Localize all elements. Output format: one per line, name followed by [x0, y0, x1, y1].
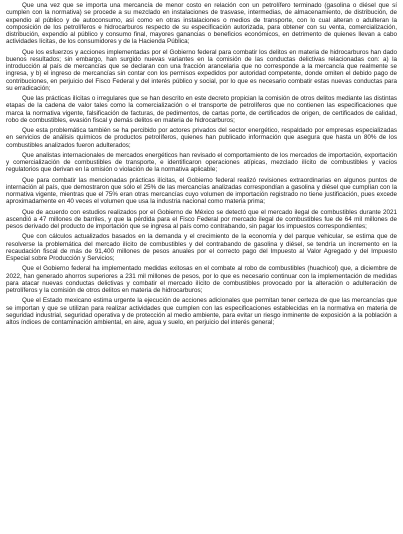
paragraph: Que de acuerdo con estudios realizados por el Gobierno de México se detectó que el mercado ilegal de combustibles durante 2021 ascendió a 47 millones de barriles, y que la pérdida para el Fisco Federal por mercado ilegal de combustibles fue de 64 mil millones de pesos derivado del producto de importación que se ingresa al país como contrabando, sin pagar los impuestos correspondientes; [6, 208, 397, 230]
paragraph: Que con cálculos actualizados basados en la demanda y el crecimiento de la economía y del parque vehicular, se estima que de resolverse la problemática del mercado ilícito de combustibles y del contrabando de gasolina y diésel, se tendría un incremento en la recaudación fiscal de más de 91,400 millones de pesos anuales por el correcto pago del Impuesto al Valor Agregado y del Impuesto Especial sobre Producción y Servicios; [6, 233, 397, 262]
paragraph: Que el Gobierno federal ha implementado medidas exitosas en el combate al robo de combustibles (huachicol) que, a diciembre de 2022, han generado ahorros superiores a 231 mil millones de pesos, por lo que es necesario continuar con la implementación de medidas para atacar nuevas conductas delictivas y combatir el mercado ilícito de combustibles provocado por la alteración o adulteración de petrolíferos y la comisión de otros delitos en materia de hidrocarburos; [6, 265, 397, 294]
paragraph: Que una vez que se importa una mercancía de menor costo en relación con un petrolífero terminado (gasolina o diésel que sí cumplen con la normativa) se procede a su mezclado en instalaciones de trasvase, intermedias, de almacenamiento, de distribución, de expendio al público y de autoconsumo, así como en otras instalaciones o medios de transporte, con lo cual alteran o adulteran la composición de los petrolíferos e hidrocarburos respecto de su especificación autorizada, para obtener con su venta, comercialización, distribución, expendio al público y consumo final, mayores ganancias o beneficios económicos, en detrimento de quienes llevan a cabo actividades lícitas, de los consumidores y de la Hacienda Pública; [6, 2, 397, 46]
paragraph: Que los esfuerzos y acciones implementadas por el Gobierno federal para combatir los delitos en materia de hidrocarburos han dado buenos resultados; sin embargo, han surgido nuevas variantes en la comisión de las conductas delictivas relacionadas con: a) la introducción al país de mercancías que se declaran con una fracción arancelaria que no corresponde a la mercancía que realmente se ingresa, y b) el ingreso de mercancías sin contar con los permisos expedidos por autoridad competente, donde omiten el debido pago de contribuciones, en perjuicio del Fisco Federal y del interés público y social, por lo que es necesario combatir estas nuevas conductas para su erradicación; [6, 48, 397, 92]
paragraph: Que las prácticas ilícitas o irregulares que se han descrito en este decreto propician la comisión de otros delitos mediante las distintas etapas de la cadena de valor tales como la comercialización o el transporte de petrolíferos que no contienen las especificaciones que marca la normativa vigente, falsificación de facturas, de pedimentos, de cartas porte, de certificados de origen, de certificados de calidad, robo de combustibles, evasión fiscal y demás delitos en materia de hidrocarburos; [6, 95, 397, 124]
paragraph: Que para combatir las mencionadas prácticas ilícitas, el Gobierno federal realizó revisiones extraordinarias en algunos puntos de internación al país, que demostraron que sólo el 25% de las mercancías analizadas correspondían a gasolina y diésel que cumplían con la normativa vigente, mientras que el 75% eran otras mercancías cuyo volumen de importación registrado no tiene justificación, pues excede aproximadamente en 40 veces el volumen que usa la industria nacional como materia prima; [6, 176, 397, 206]
paragraph: Que esta problemática también se ha percibido por actores privados del sector energético, respaldado por empresas especializadas en servicios de análisis químicos de productos petrolíferos, quienes han publicado información que asegura que hasta un 80% de los combustibles analizados fueron adulterados; [6, 127, 397, 149]
paragraph: Que el Estado mexicano estima urgente la ejecución de acciones adicionales que permitan tener certeza de que las mercancías que se importan y que se utilizan para realizar actividades que cumplen con las especificaciones establecidas en la normativa en materia de seguridad industrial, seguridad operativa y de protección al medio ambiente, para evitar un riesgo inminente de exposición a la población a altos índices de contaminación ambiental, en aire, agua y suelo, en perjuicio del interés general; [6, 297, 397, 326]
paragraph: Que analistas internacionales de mercados energéticos han revisado el comportamiento de los mercados de importación, exportación y comercialización de combustibles de transporte, e identificaron operaciones atípicas, mezclado ilícito de combustibles y vacíos regulatorios que derivan en la omisión o violación de la normativa aplicable; [6, 151, 397, 174]
